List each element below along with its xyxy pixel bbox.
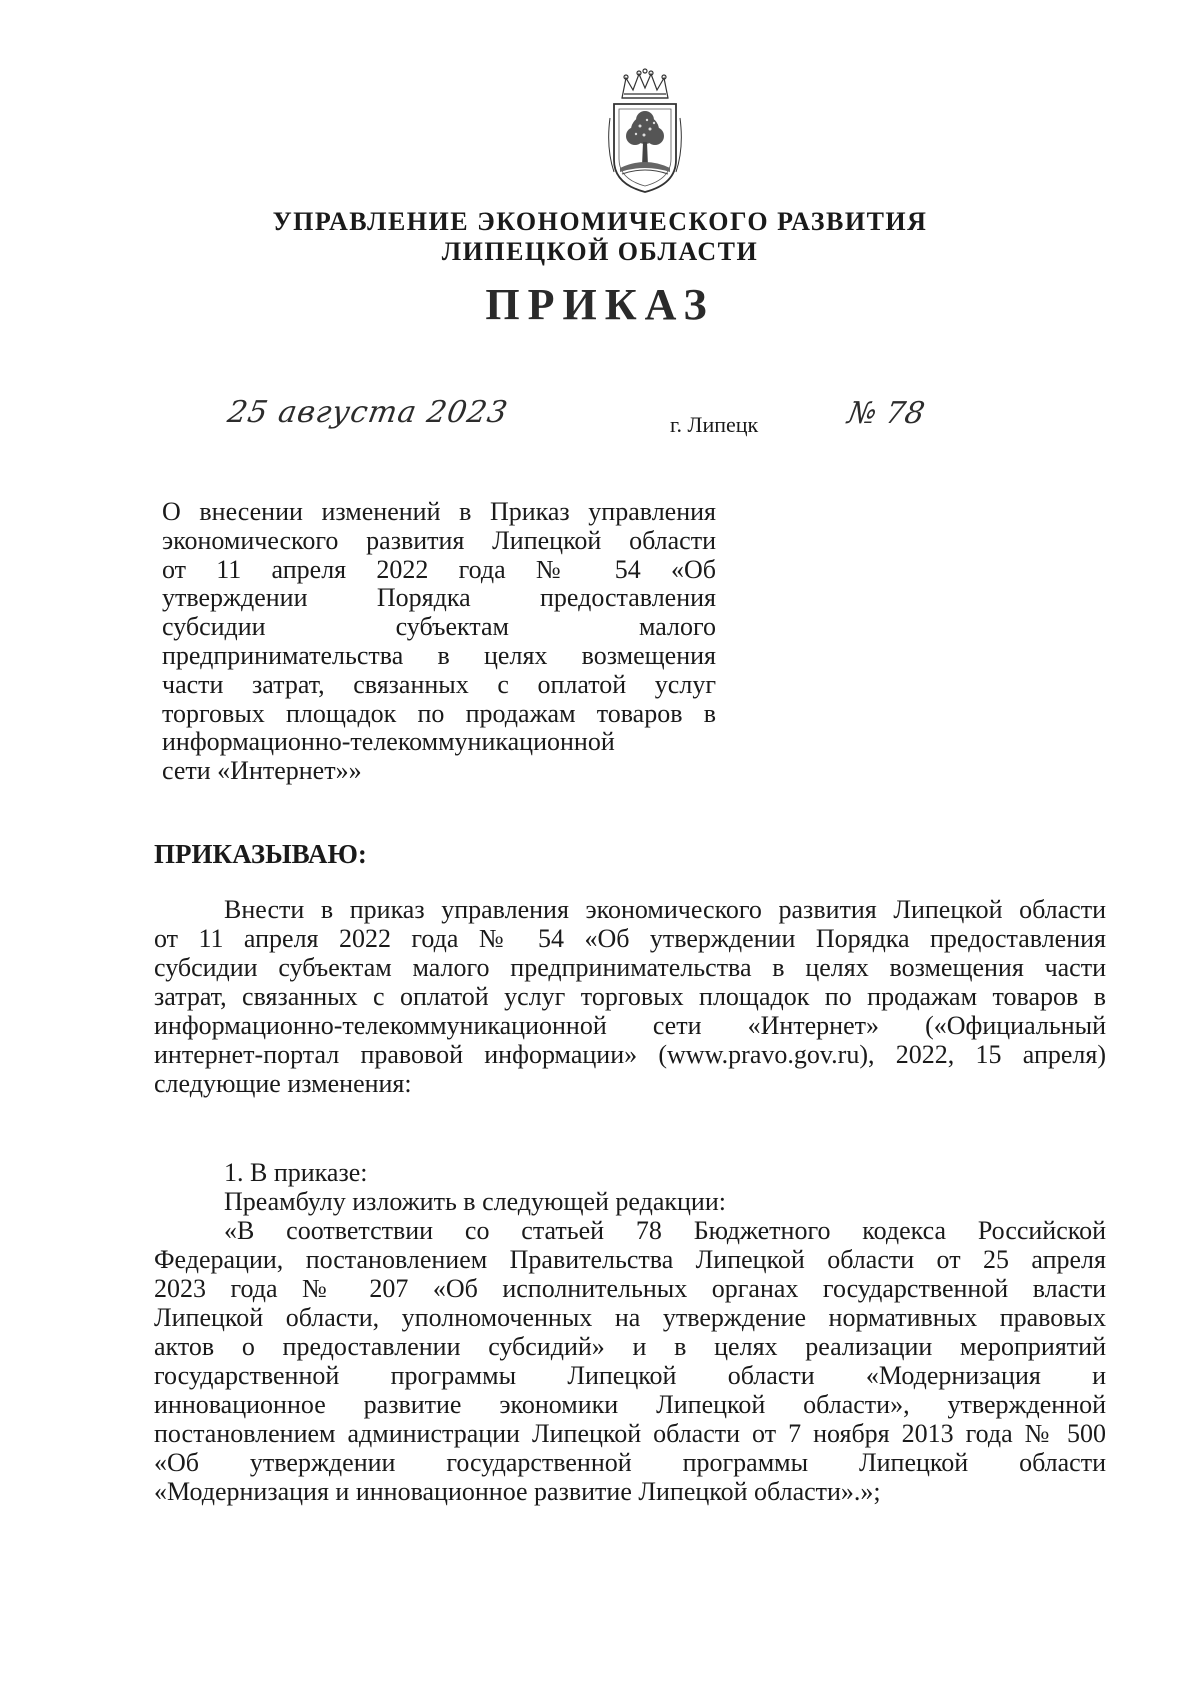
city-label: г. Липецк [670,412,759,437]
body-line: затрат, связанных с оплатой услуг торговых площадок по продажам товаров в [154,982,1106,1011]
item-heading: 1. В приказе: [224,1158,368,1187]
subject-line: части затрат, связанных с оплатой услуг [162,669,716,699]
body-intro-paragraph [154,895,1106,1098]
body-line: «В соответствии со статьей 78 Бюджетного кодекса Российской [224,1216,1106,1245]
subject-line: информационно-телекоммуникационной [162,727,615,757]
handwritten-date: 25 августа 2023 [224,395,511,430]
body-line: государственной программы Липецкой области «Модернизация и [154,1361,1106,1390]
department-name-line1: УПРАВЛЕНИЕ ЭКОНОМИЧЕСКОГО РАЗВИТИЯ [272,207,928,236]
body-line: от 11 апреля 2022 года № 54 «Об утверждении Порядка предоставления [154,924,1106,953]
body-line: Федерации, постановлением Правительства Липецкой области от 25 апреля [154,1245,1106,1274]
body-line: Липецкой области, уполномоченных на утверждение нормативных правовых [154,1303,1106,1332]
body-line: «Модернизация и инновационное развитие Липецкой области».»; [154,1477,881,1506]
item-preamble-intro: Преамбулу изложить в следующей редакции: [224,1187,726,1216]
body-line: интернет-портал правовой информации» (www.pravo.gov.ru), 2022, 15 апреля) [154,1040,1106,1069]
body-line: инновационное развитие экономики Липецкой области», утвержденной [154,1390,1106,1419]
lipetsk-region-coat-of-arms-icon [600,68,690,198]
body-line: субсидии субъектам малого предпринимательства в целях возмещения части [154,953,1106,982]
subject-line: торговых площадок по продажам товаров в [162,698,716,728]
body-line: «Об утверждении государственной программы Липецкой области [154,1448,1106,1477]
subject-line: субсидии субъектам малого [162,612,716,642]
subject-line: экономического развития Липецкой области [162,525,716,555]
body-line: информационно-телекоммуникационной сети «Интернет» («Официальный [154,1011,1106,1040]
handwritten-order-number: № 78 [844,396,928,431]
subject-line: от 11 апреля 2022 года № 54 «Об [162,554,716,584]
order-subject [162,498,716,786]
body-line: актов о предоставлении субсидий» и в целях реализации мероприятий [154,1332,1106,1361]
body-line: следующие изменения: [154,1069,412,1098]
order-directive-heading: ПРИКАЗЫВАЮ: [154,839,367,869]
body-line: Внести в приказ управления экономического развития Липецкой области [224,895,1106,924]
body-line: 2023 года № 207 «Об исполнительных органах государственной власти [154,1274,1106,1303]
subject-line: сети «Интернет»» [162,756,362,786]
body-item-1 [154,1158,1106,1506]
subject-line: предпринимательства в целях возмещения [162,640,716,670]
department-name-line2: ЛИПЕЦКОЙ ОБЛАСТИ [441,237,759,266]
body-line: постановлением администрации Липецкой области от 7 ноября 2013 года № 500 [154,1419,1106,1448]
document-type-title: ПРИКАЗ [485,280,715,329]
subject-line: О внесении изменений в Приказ управления [162,497,716,526]
subject-line: утверждении Порядка предоставления [162,583,716,613]
